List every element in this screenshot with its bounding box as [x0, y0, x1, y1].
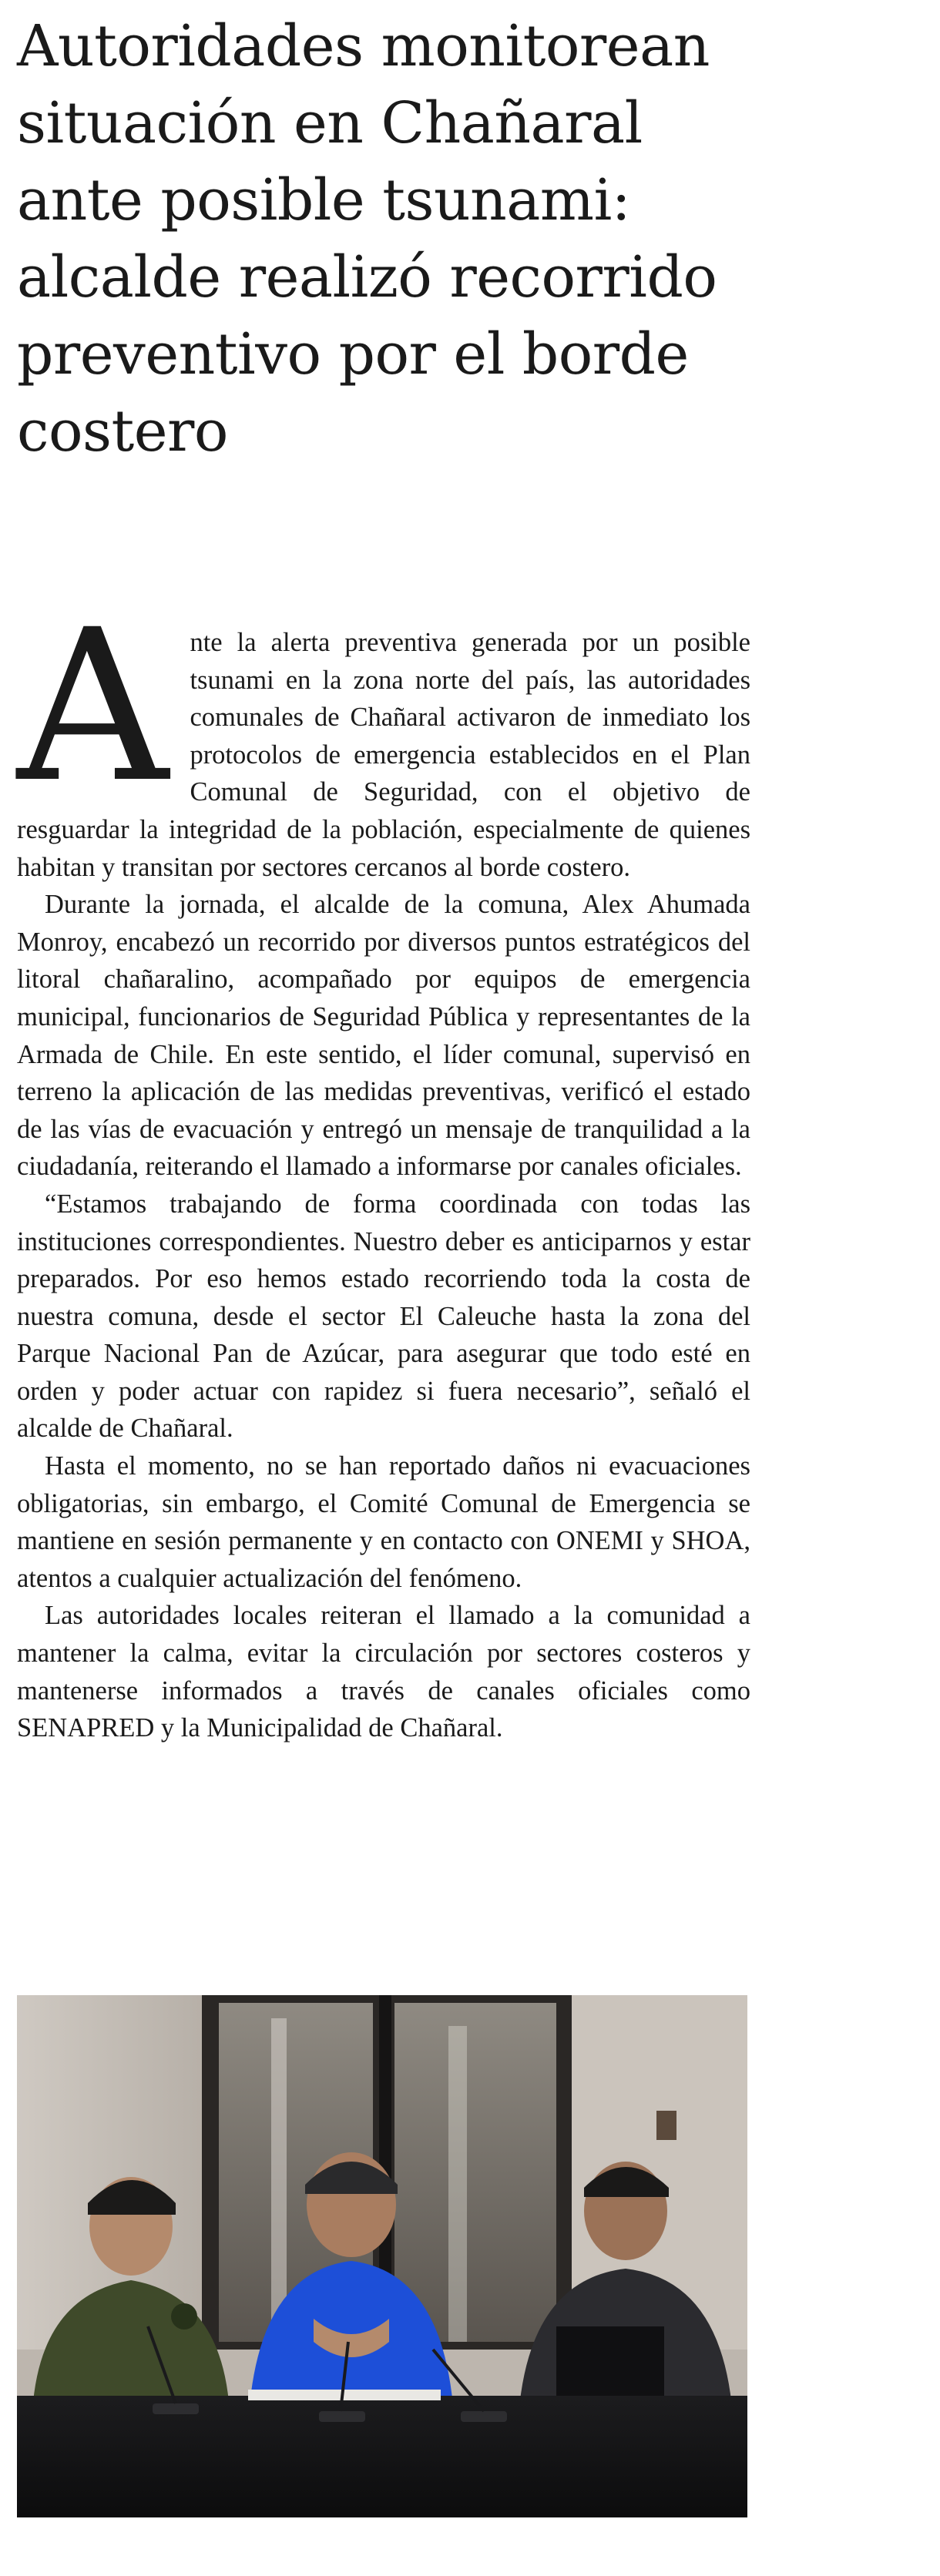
lead-text: nte la alerta preventiva generada por un posible tsunami en la zona norte del país, las autoridades comunales de Chañaral activaron de inmediato los protocolos de emergencia establecidos en el Plan Comunal de Seguridad, con el objetivo de resguardar la integridad de la población, especialmente de quienes habitan y transitan por sectores cercanos al borde costero. [17, 628, 750, 882]
headline: Autoridades monitorean situación en Chañaral ante posible tsunami: alcalde realizó recorrido preventivo por el borde costero [17, 13, 717, 465]
paragraph-5: Las autoridades locales reiteran el llamado a la comunidad a mantener la calma, evitar la circulación por sectores costeros y mantenerse informados a través de canales oficiales como SENAPRED y la Municipalidad de Chañaral. [17, 1601, 750, 1743]
drop-cap: A [17, 585, 169, 829]
paragraph-2: Durante la jornada, el alcalde de la comuna, Alex Ahumada Monroy, encabezó un recorrido por diversos puntos estratégicos del litoral chañaralino, acompañado por equipos de emergencia municipal, funcionarios de Seguridad Pública y representantes de la Armada de Chile. En este sentido, el líder comunal, supervisó en terreno la aplicación de las medidas preventivas, verificó el estado de las vías de evacuación y entregó un mensaje de tranquilidad a la ciudadanía, reiterando el llamado a informarse por canales oficiales. [17, 890, 750, 1182]
article-body [17, 585, 750, 1747]
lead-paragraph [17, 585, 750, 886]
paragraph-4: Hasta el momento, no se han reportado daños ni evacuaciones obligatorias, sin embargo, el Comité Comunal de Emergencia se mantiene en sesión permanente y en contacto con ONEMI y SHOA, atentos a cualquier actualización del fenómeno. [17, 1451, 750, 1593]
paragraph-3: “Estamos trabajando de forma coordinada con todas las instituciones correspondientes. Nuestro deber es anticiparnos y estar preparados. Por eso hemos estado recorriendo toda la costa de nuestra comuna, desde el sector El Caleuche hasta la zona del Parque Nacional Pan de Azúcar, para asegurar que todo esté en orden y poder actuar con rapidez si fuera necesario”, señaló el alcalde de Chañaral. [17, 1189, 750, 1444]
meeting-photo [17, 1995, 747, 2517]
